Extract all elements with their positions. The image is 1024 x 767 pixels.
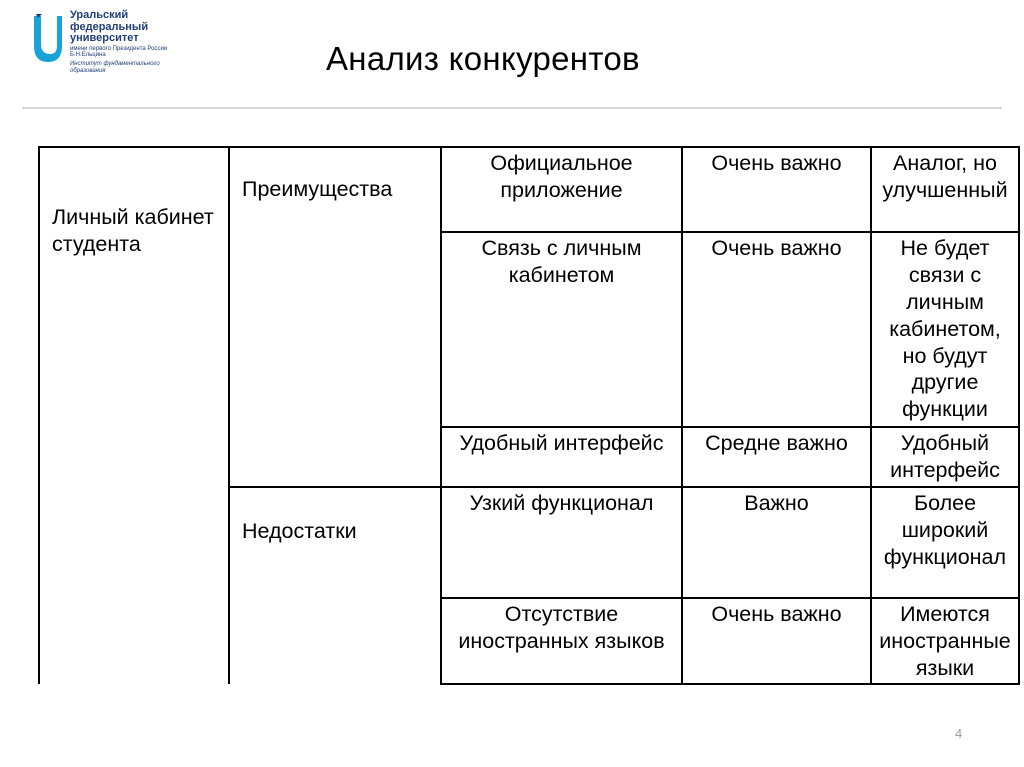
group-cell-disadvantages <box>229 487 441 685</box>
response-cell: Удобный интерфейс <box>871 427 1019 487</box>
item-cell: Удобный интерфейс <box>441 427 682 487</box>
response-cell: Имеются иностранные языки <box>871 598 1019 685</box>
competitor-analysis-table <box>38 146 1020 685</box>
item-cell: Узкий функционал <box>441 487 682 598</box>
response-cell: Аналог, но улучшенный <box>871 147 1019 232</box>
importance-cell: Важно <box>682 487 871 598</box>
group-label-disadvantages: Недостатки <box>242 518 357 543</box>
university-logo <box>30 10 170 110</box>
response-cell: Не будет связи с личным кабинетом, но будут другие функции <box>871 232 1019 427</box>
item-cell: Отсутствие иностранных языков <box>441 598 682 685</box>
logo-institute-name: Институт фундаментального образования <box>70 61 160 74</box>
category-label: Личный кабинет студента <box>52 205 214 256</box>
page-number: 4 <box>955 726 963 741</box>
group-label-advantages: Преимущества <box>242 177 393 201</box>
importance-cell: Очень важно <box>682 147 871 232</box>
item-cell: Связь с личным кабинетом <box>441 232 682 427</box>
category-cell <box>39 147 229 684</box>
table-row <box>39 147 1019 232</box>
item-cell: Официальное приложение <box>441 147 682 232</box>
title-divider <box>22 107 1002 109</box>
group-cell-advantages <box>229 147 441 487</box>
university-name <box>70 10 170 74</box>
importance-cell: Средне важно <box>682 427 871 487</box>
importance-cell: Очень важно <box>682 232 871 427</box>
response-cell: Более широкий функционал <box>871 487 1019 598</box>
page-title: Анализ конкурентов <box>326 40 640 77</box>
logo-university-name: Уральский федеральный университет <box>70 9 149 45</box>
importance-cell: Очень важно <box>682 598 871 685</box>
logo-university-subtitle: имени первого Президента России Б.Н.Ельцина <box>70 45 168 58</box>
university-emblem-icon <box>30 10 64 68</box>
